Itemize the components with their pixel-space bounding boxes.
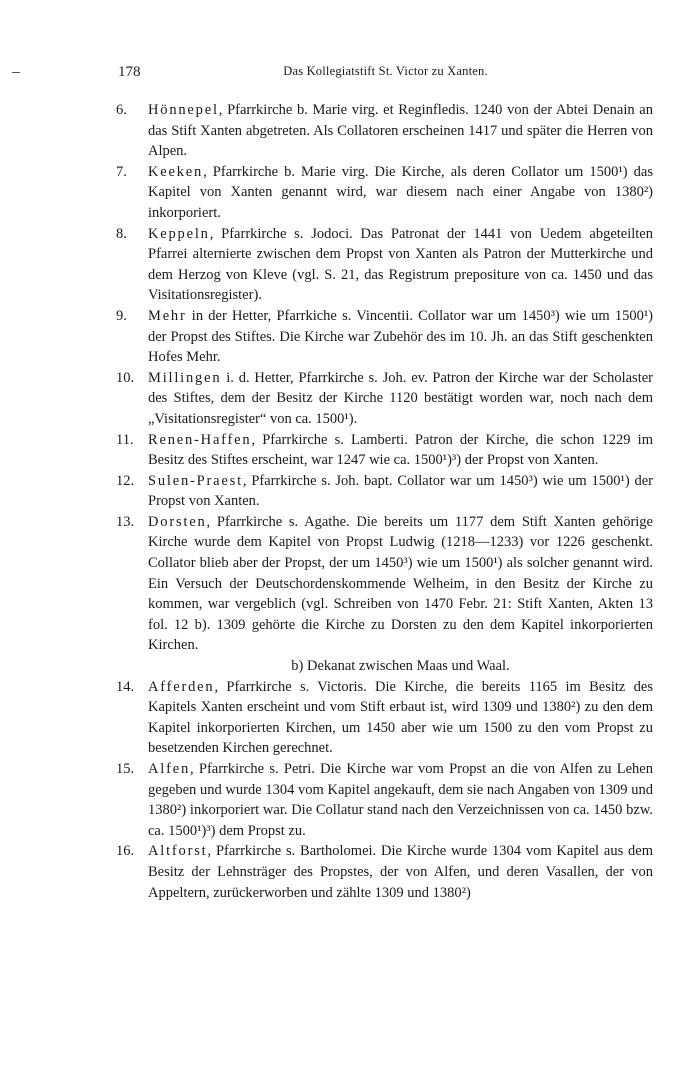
entry-place: Mehr [148,307,187,324]
entry-text: , Pfarrkirche s. Jodoci. Das Patronat der 1441 von Uedem abgeteilten Pfarrei alternierte zwischen dem Propst von Xanten als Patron der Mutterkirche und dem Herzog von Kleve (vgl. S. 21, das Registrum prepositure von ca. 1450 und das Visitationsregister). [148,225,653,304]
page-number: 178 [118,64,141,80]
entry-text: in der Hetter, Pfarrkiche s. Vincentii. Collator war um 1450³) wie um 1500¹) der Propst des Stiftes. Die Kirche war Zubehör des im 10. Jh. an das Stift geschenkten Hofes Mehr. [148,307,653,366]
entry-11 [116,430,653,471]
entry-place: Altforst [148,843,208,860]
entry-16 [116,841,653,903]
entry-number: 16. [116,843,135,860]
entry-place: Hönnepel [148,102,219,118]
section-subheading: b) Dekanat zwischen Maas und Waal. [291,658,510,675]
entry-number: 14. [116,678,135,695]
entry-number: 8. [116,225,127,242]
entry-list [0,100,700,903]
entry-place: Keeken [148,163,204,180]
entry-text: , Pfarrkirche s. Bartholomei. Die Kirche wurde 1304 vom Kapitel aus dem Besitz der Lehnsträger des Propstes, der von Alfen, und deren Vasallen, der von Appeltern, zurückerworben und zählte 1309 und 1380²) [148,843,653,901]
entry-text: , Pfarrkirche s. Agathe. Die bereits um 1177 dem Stift Xanten gehörige Kirche wurde dem Kapitel von Propst Ludwig (1218—1233) vor 1226 geschenkt. Collator blieb aber der Propst, der um 1450³) wie um 1500¹) als solcher genannt wird. Ein Versuch der Deutschordenskommende Welheim, in den Besitz der Kirche zu kommen, war vergeblich (vgl. Schreiben von 1470 Febr. 21: Stift Xanten, Akten 13 fol. 12 b). 1309 gehörte die Kirche zu Dorsten zu den dem Kapitel inkorporierten Kirchen. [148,513,653,654]
entry-number: 15. [116,761,135,777]
entry-8 [116,224,653,306]
entry-12 [116,471,653,512]
page-header [118,64,653,84]
entry-place: Dorsten [148,513,207,530]
entry-text: , Pfarrkirche s. Victoris. Die Kirche, die bereits 1165 im Besitz des Kapitels Xanten erscheint und vom Stift erbaut ist, wird 1309 und 1380²) zu den dem Kapitel inkorporierten Kirchen, um 1450 aber wie um 1500 zu den vom Propst zu besetzenden Kirchen gerechnet. [148,678,653,757]
entry-number: 6. [116,102,127,118]
entry-9 [116,306,653,368]
entry-number: 13. [116,513,135,530]
entry-text: , Pfarrkirche s. Lamberti. Patron der Kirche, die schon 1229 im Besitz des Stiftes erscheint, war 1247 wie ca. 1500¹)³) der Propst von Xanten. [148,431,653,469]
entry-place: Alfen [148,761,191,777]
entry-10 [116,368,653,430]
entry-number: 10. [116,369,135,386]
entry-place: Sulen-Praest [148,472,243,489]
entry-number: 9. [116,307,127,324]
entry-14 [116,677,653,759]
entry-number: 11. [116,431,134,448]
entry-place: Renen-Haffen [148,431,252,448]
entry-text: , Pfarrkirche s. Joh. bapt. Collator war um 1450³) wie um 1500¹) der Propst von Xanten. [148,472,653,510]
entry-place: Keppeln [148,225,210,242]
entry-7 [116,162,653,224]
running-title: Das Kollegiatstift St. Victor zu Xanten. [283,64,488,78]
entry-place: Afferden [148,678,215,695]
entry-15 [116,759,653,841]
entry-text: , Pfarrkirche s. Petri. Die Kirche war vom Propst an die von Alfen zu Lehen gegeben und wurde 1304 vom Kapitel angekauft, dem sie nach Angaben von 1309 und 1380²) inkorporiert war. Die Collatur stand nach den Verzeichnissen von ca. 1450 bzw. ca. 1500¹)³) dem Propst zu. [148,761,653,839]
entry-6 [116,100,653,162]
entry-number: 7. [116,163,127,180]
entry-text: , Pfarrkirche b. Marie virg. Die Kirche, als deren Collator um 1500¹) das Kapitel von Xanten genannt wird, war diesem nach einer Angabe von 1380²) inkorporiert. [148,163,653,221]
entry-place: Millingen [148,369,222,386]
entry-13 [116,512,653,656]
margin-mark [12,72,20,73]
entry-text: , Pfarrkirche b. Marie virg. et Reginfledis. 1240 von der Abtei Denain an das Stift Xanten abgetreten. Als Collatoren erscheinen 1417 und später die Herren von Alpen. [148,102,653,160]
entry-number: 12. [116,472,135,489]
entry-text: i. d. Hetter, Pfarrkirche s. Joh. ev. Patron der Kirche war der Scholaster des Stiftes, dem der Besitz der Kirche 1120 bestätigt worden war, noch nach dem „Visitationsregister“ von ca. 1500¹). [148,369,653,427]
